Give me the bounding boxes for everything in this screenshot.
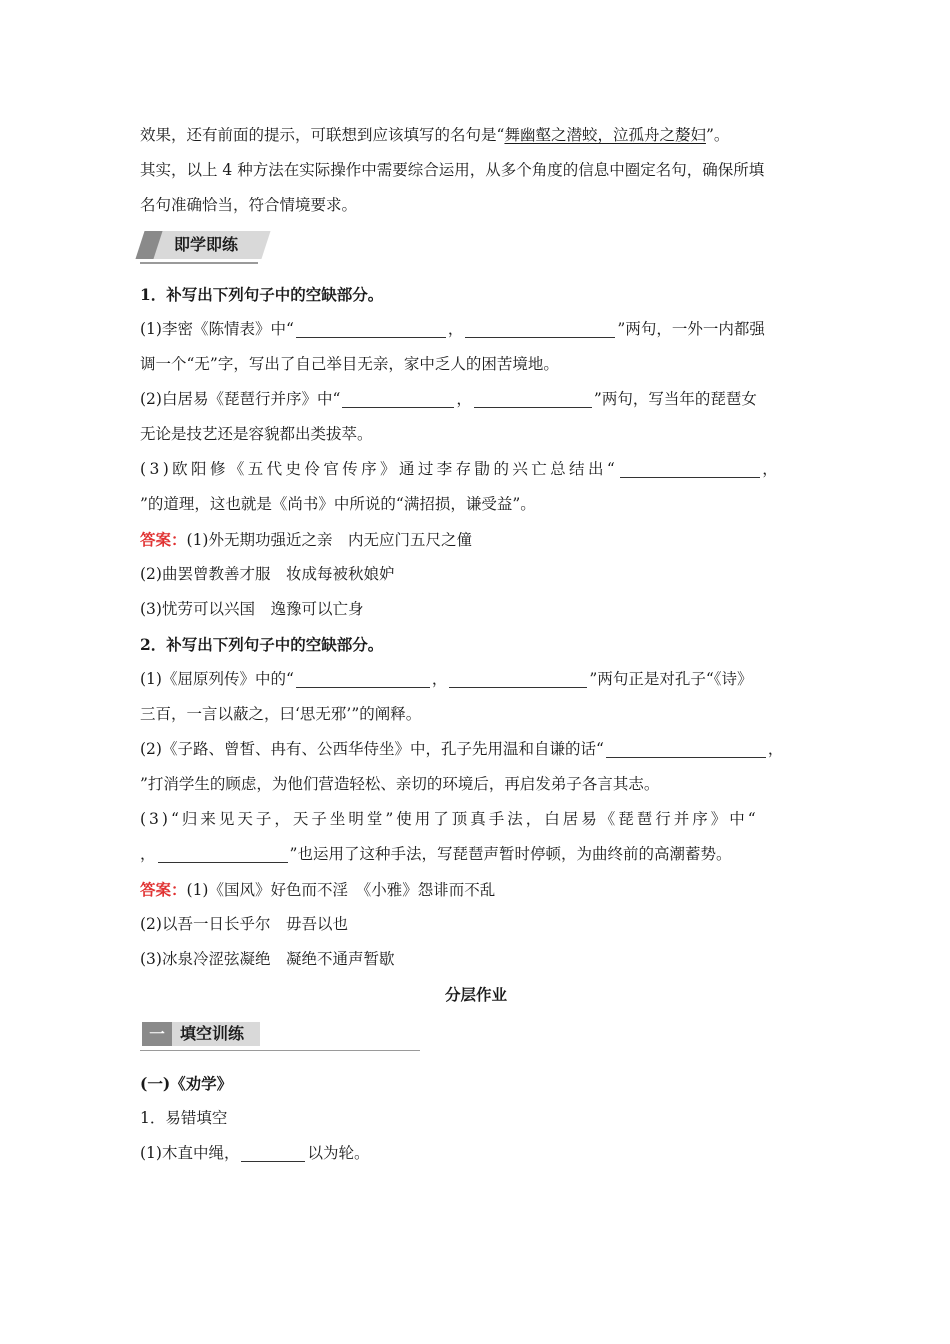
- q1-item1-text: (1)李密《陈情表》中“: [140, 320, 294, 338]
- answer-text: (1)《国风》好色而不淫 《小雅》怨诽而不乱: [186, 881, 496, 899]
- answer-label: 答案：: [140, 880, 187, 899]
- banner-title: 填空训练: [180, 1024, 245, 1043]
- blank-field[interactable]: [342, 387, 454, 408]
- q2-heading: 2．补写出下列句子中的空缺部分。: [140, 635, 384, 654]
- document-page: [140, 118, 812, 1171]
- blank-field[interactable]: [606, 737, 766, 758]
- q2-item2-text: (2)《子路、曾皙、冉有、公西华侍坐》中，孔子先用温和自谦的话“: [140, 740, 604, 758]
- homework-item1: 1．易错填空: [140, 1109, 228, 1127]
- blank-field[interactable]: [620, 457, 760, 478]
- blank-field[interactable]: [158, 842, 288, 863]
- q1-answer-1: [140, 522, 812, 557]
- intro-line-1: [140, 118, 812, 153]
- q2-answer-3: (3)冰泉冷涩弦凝绝 凝绝不通声暂歇: [140, 950, 395, 968]
- q1-item1-line2: 调一个“无”字，写出了自己举目无亲，家中乏人的困苦境地。: [140, 355, 559, 373]
- q1-answer-3: (3)忧劳可以兴国 逸豫可以亡身: [140, 600, 364, 618]
- q2-item3-line2: [140, 837, 812, 872]
- intro-line-2: 其实，以上 4 种方法在实际操作中需要综合运用，从多个角度的信息中圈定名句，确保所填: [140, 161, 765, 179]
- q2-answer-2: (2)以吾一日长乎尔 毋吾以也: [140, 915, 348, 933]
- intro-text-end: ”。: [705, 126, 730, 144]
- q1-heading: 1．补写出下列句子中的空缺部分。: [140, 285, 384, 304]
- blank-field[interactable]: [241, 1141, 305, 1162]
- q2-item2-line2: ”打消学生的顾虑，为他们营造轻松、亲切的环境后，再启发弟子各言其志。: [140, 775, 660, 793]
- comma: ，: [456, 390, 472, 408]
- comma: ，: [767, 740, 784, 758]
- q2-item1-text-end: ”两句正是对孔子“《诗》: [589, 670, 753, 688]
- intro-line-3: 名句准确恰当，符合情境要求。: [140, 196, 358, 214]
- banner-underline: [140, 1050, 420, 1051]
- section-number: 一: [142, 1022, 172, 1046]
- intro-text: 效果，还有前面的提示，可联想到应该填写的名句是“: [140, 126, 505, 144]
- q1-item1-line1: [140, 312, 812, 347]
- blank-field[interactable]: [296, 317, 446, 338]
- item-text-end: 以为轮。: [307, 1144, 370, 1162]
- section-banner-practice: [140, 225, 812, 271]
- answer-text: (1)外无期功强近之亲 内无应门五尺之僮: [186, 531, 472, 549]
- q1-item2-text: (2)白居易《琵琶行并序》中“: [140, 390, 341, 408]
- q1-item3-line2: ”的道理，这也就是《尚书》中所说的“满招损，谦受益”。: [140, 495, 536, 513]
- banner-underline: [140, 262, 258, 264]
- banner-title: 即学即练: [174, 235, 239, 254]
- q1-item2-text-end: ”两句，写当年的琵琶女: [593, 390, 757, 408]
- blank-field[interactable]: [449, 667, 587, 688]
- answer-label: 答案：: [140, 530, 187, 549]
- comma: ，: [431, 670, 448, 688]
- section-banner-fill: [140, 1014, 812, 1060]
- intro-answer-underlined: 舞幽壑之潜蛟，泣孤舟之嫠妇: [504, 126, 706, 144]
- q2-item3-text-end: ”也运用了这种手法，写琵琶声暂时停顿，为曲终前的高潮蓄势。: [289, 845, 732, 863]
- q2-item2-line1: [140, 732, 812, 767]
- homework-title: 分层作业: [444, 985, 507, 1004]
- homework-sub: (一)《劝学》: [140, 1074, 233, 1093]
- q1-item3-line1: [140, 452, 812, 487]
- comma: ，: [140, 845, 156, 863]
- q2-item3-line1: (3)“归来见天子，天子坐明堂”使用了顶真手法，白居易《琵琶行并序》中“: [140, 810, 759, 828]
- blank-field[interactable]: [474, 387, 592, 408]
- q2-item1-text: (1)《屈原列传》中的“: [140, 670, 294, 688]
- q2-answer-1: [140, 872, 812, 907]
- q1-item2-line2: 无论是技艺还是容貌都出类拔萃。: [140, 425, 373, 443]
- homework-item1-1: [140, 1136, 812, 1171]
- q1-answer-2: (2)曲罢曾教善才服 妆成每被秋娘妒: [140, 565, 395, 583]
- q1-item2-line1: [140, 382, 812, 417]
- blank-field[interactable]: [465, 317, 615, 338]
- q2-item1-line1: [140, 662, 812, 697]
- q1-item1-text-end: ”两句，一外一内都强: [617, 320, 765, 338]
- q2-item1-line2: 三百，一言以蔽之，曰‘思无邪’”的阐释。: [140, 705, 422, 723]
- item-text: (1)木直中绳，: [140, 1144, 240, 1162]
- comma: ，: [762, 460, 782, 478]
- blank-field[interactable]: [296, 667, 430, 688]
- comma: ，: [447, 320, 464, 338]
- q1-item3-text: (3)欧阳修《五代史伶官传序》通过李存勖的兴亡总结出“: [140, 460, 619, 478]
